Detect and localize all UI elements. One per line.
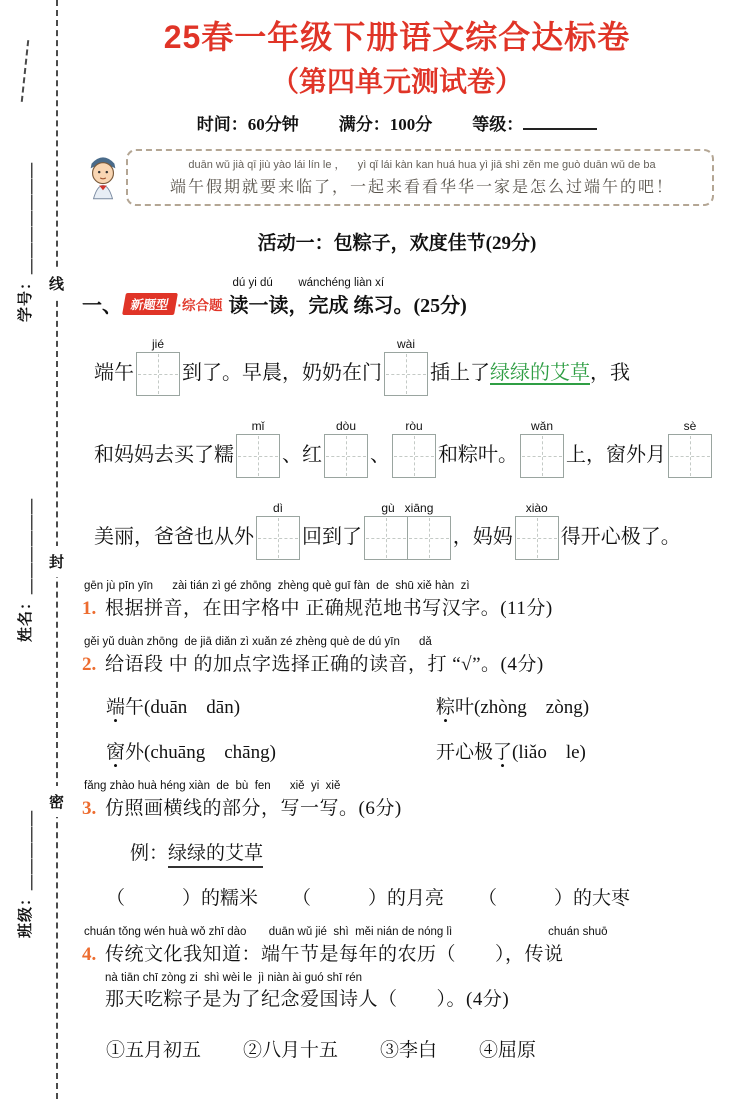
question-4 <box>82 926 712 1062</box>
intro-pinyin: duān wǔ jià qī jiù yào lái lín le ， yì qǐ lái kàn kan huá hua yì jiā shì zěn me guò duān wǔ de ba <box>188 159 656 171</box>
pinyin-hint: gù xiāng <box>381 501 434 515</box>
intro-speech-bubble <box>126 149 714 206</box>
writing-grid-box[interactable] <box>256 516 300 560</box>
score-label: 满分：100分 <box>338 115 433 134</box>
grade-label: 等级： <box>472 110 597 135</box>
question-1 <box>82 580 712 620</box>
activity-title: 活动一：包粽子，欢度佳节(29分) <box>257 233 537 254</box>
passage-block <box>94 334 712 560</box>
intro-text: 端午假期就要来临了，一起来看看华华一家是怎么过端午的吧！ <box>169 179 674 196</box>
question-1-text: 根据拼音，在田字格中 正确规范地书写汉字。(11分) <box>105 598 553 619</box>
pinyin-hint: wài <box>396 337 415 351</box>
writing-grid-box[interactable] <box>515 516 559 560</box>
passage-text: 美丽，爸爸也从外 <box>94 526 254 548</box>
fill-blank[interactable]: （ ）的糯米 <box>106 888 259 909</box>
pinyin-hint: wǎn <box>530 419 553 433</box>
writing-grid-group <box>515 501 559 560</box>
passage-text: 、红 <box>282 444 322 466</box>
q4-choices <box>106 1035 712 1062</box>
pinyin-hint: mǐ <box>251 419 265 433</box>
seal-char-feng: 封 <box>48 546 65 577</box>
writing-grid-group <box>668 419 712 478</box>
choice-option: ①五月初五 <box>106 1040 202 1061</box>
passage-text: 和妈妈去买了糯 <box>94 444 234 466</box>
passage-line <box>94 334 712 396</box>
paper-title: 25春一年级下册语文综合达标卷 <box>163 19 631 55</box>
question-3-number: 3. <box>82 798 97 819</box>
writing-grid-group <box>256 501 300 560</box>
passage-text: ，妈妈 <box>452 526 513 548</box>
writing-grid-group <box>324 419 368 478</box>
passage-text: 上，窗外月 <box>566 444 666 466</box>
writing-grid-box[interactable] <box>520 434 564 478</box>
passage-line <box>94 498 712 560</box>
name-field[interactable]: 姓名：＿＿＿＿＿＿ <box>18 497 34 642</box>
pinyin-hint: sè <box>683 419 697 433</box>
writing-grid-box[interactable] <box>136 352 180 396</box>
example-label: 例： <box>130 843 169 864</box>
writing-grid-box[interactable] <box>392 434 436 478</box>
question-4-pinyin-2: nà tiān chī zòng zi shì wèi le jì niàn ài guó shī rén <box>105 972 362 984</box>
passage-text: 到了。早晨，奶奶在门 <box>182 362 382 384</box>
writing-grid-group <box>392 419 436 478</box>
reading-option: 开心极了(liǎo le) <box>436 742 586 763</box>
question-1-pinyin: gēn jù pīn yīn zài tián zì gé zhōng zhèng què guī fàn de shū xiě hàn zì <box>84 580 470 592</box>
question-4-text-2: 那天吃粽子是为了纪念爱国诗人（ ）。(4分) <box>105 989 510 1010</box>
passage-text: 和粽叶。 <box>438 444 518 466</box>
writing-grid-box[interactable] <box>364 516 408 560</box>
pinyin-hint: dòu <box>335 419 357 433</box>
time-label: 时间：60分钟 <box>196 115 299 134</box>
writing-grid-group <box>236 419 280 478</box>
paper-content <box>72 0 736 1099</box>
badge-comprehensive: ·综合题 <box>177 298 223 313</box>
writing-grid-box[interactable] <box>668 434 712 478</box>
passage-text: 回到了 <box>302 526 362 548</box>
fill-blank[interactable]: （ ）的月亮 <box>292 888 445 909</box>
example-phrase: 绿绿的艾草 <box>168 843 263 868</box>
pinyin-hint: dì <box>272 501 283 515</box>
passage-text: ，我 <box>590 362 630 384</box>
section-one-header <box>82 277 712 318</box>
q3-blanks <box>106 883 712 910</box>
question-2-text: 给语段 中 的加点字选择正确的读音，打 “√”。(4分) <box>105 654 544 675</box>
choice-option: ②八月十五 <box>243 1040 339 1061</box>
section-title: 读一读，完成 练习。(25分) <box>228 295 467 317</box>
q2-options <box>106 692 712 764</box>
seal-char-mi: 密 <box>48 786 65 817</box>
question-4-text-1: 传统文化我知道：端午节是每年的农历（ ），传说 <box>105 944 564 965</box>
writing-grid-group <box>136 337 180 396</box>
question-3-pinyin: fǎng zhào huà héng xiàn de bù fen xiě yi xiě <box>84 780 341 792</box>
passage-text: 插上了 <box>430 362 490 384</box>
seal-char-xian: 线 <box>48 268 65 299</box>
question-2-pinyin: gěi yǔ duàn zhōng de jiā diǎn zì xuǎn zé zhèng què de dú yīn dǎ <box>84 636 432 648</box>
writing-grid-box[interactable] <box>407 516 451 560</box>
writing-grid-box[interactable] <box>236 434 280 478</box>
question-4-number: 4. <box>82 944 97 965</box>
pinyin-hint: ròu <box>405 419 423 433</box>
reading-option: 窗外(chuāng chāng) <box>106 742 276 763</box>
class-field[interactable]: 班级：＿＿＿＿＿ <box>18 809 34 938</box>
reading-option: 端午(duān dān) <box>106 697 241 718</box>
writing-grid-box[interactable] <box>324 434 368 478</box>
question-1-number: 1. <box>82 598 97 619</box>
dotted-character: 端 <box>106 697 126 718</box>
section-number: 一、 <box>82 295 122 317</box>
pinyin-hint: jié <box>151 337 164 351</box>
writing-grid-group <box>520 419 564 478</box>
writing-grid-box[interactable] <box>384 352 428 396</box>
badge-new-type: 新题型 <box>122 293 177 315</box>
writing-grid-group <box>364 501 451 560</box>
question-3 <box>82 780 712 910</box>
question-type-badge <box>124 293 223 315</box>
choice-option: ③李白 <box>380 1040 438 1061</box>
exam-info-row <box>82 110 712 135</box>
passage-text: 得开心极了。 <box>560 526 681 548</box>
dotted-character: 粽 <box>436 697 456 718</box>
seal-dashed-mark <box>21 40 29 102</box>
question-2-number: 2. <box>82 654 97 675</box>
grade-blank[interactable] <box>523 113 597 130</box>
choice-option: ④屈原 <box>479 1040 537 1061</box>
passage-text: 、 <box>370 444 390 466</box>
intro-bubble <box>126 149 714 206</box>
question-2 <box>82 636 712 764</box>
paper-subtitle: （第四单元测试卷） <box>270 66 523 97</box>
dotted-character: 窗 <box>106 742 126 763</box>
mascot-icon <box>84 149 122 206</box>
pinyin-hint: xiào <box>525 501 548 515</box>
reading-option: 粽叶(zhòng zòng) <box>436 697 590 718</box>
q3-example <box>130 838 712 865</box>
passage-text: 端午 <box>94 362 134 384</box>
question-4-pinyin-1: chuán tǒng wén huà wǒ zhī dào duān wǔ jié shì měi nián de nóng lì chuán shuō <box>84 926 608 938</box>
passage-line <box>94 416 712 478</box>
passage-text: 绿绿的艾草 <box>490 362 590 384</box>
student-id-field[interactable]: 学号：＿＿＿＿＿＿＿ <box>18 161 34 322</box>
writing-grid-group <box>384 337 428 396</box>
fill-blank[interactable]: （ ）的大枣 <box>478 888 631 909</box>
section-pinyin: dú yi dú wánchéng liàn xí <box>232 277 385 289</box>
dotted-character: 了 <box>493 742 513 763</box>
question-3-text: 仿照画横线的部分，写一写。(6分) <box>105 798 402 819</box>
seal-margin <box>0 0 72 1099</box>
